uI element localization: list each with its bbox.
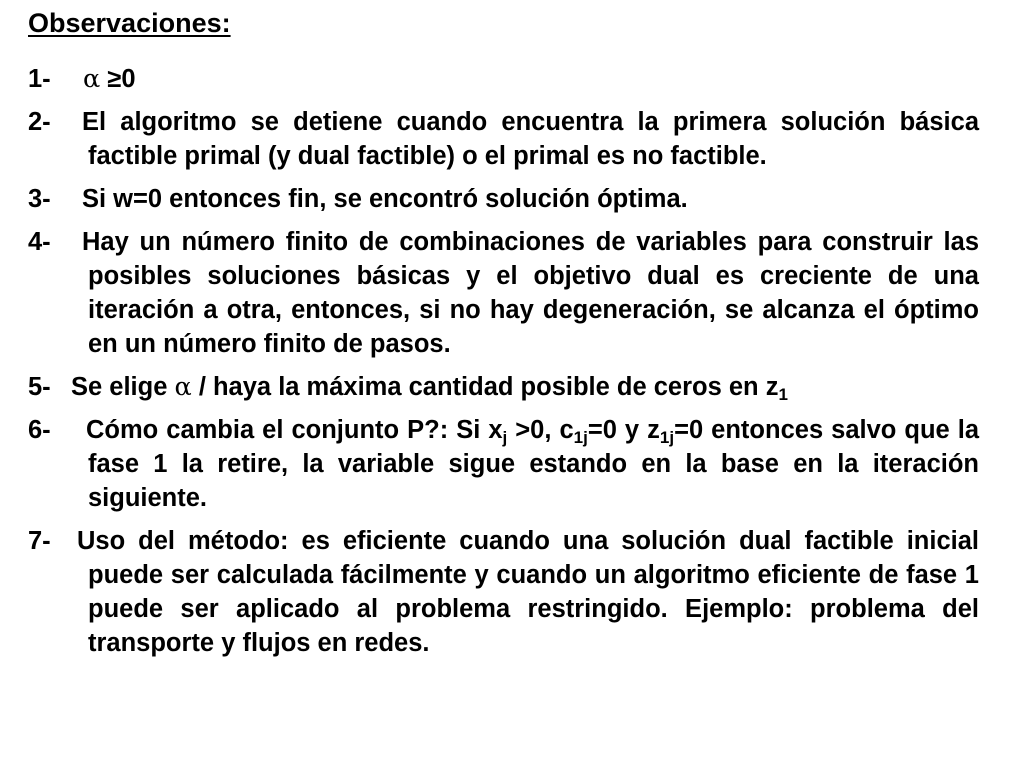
list-item-7	[28, 524, 979, 660]
item-text-part: >0, c	[507, 416, 574, 444]
item-text: Uso del método: es eficiente cuando una solución dual factible inicial puede ser calculada fácilmente y cuando un algoritmo eficiente de fase 1 puede ser aplicado al problema restringido. Ejemplo: problema del transporte y flujos en redes.	[77, 527, 979, 657]
item-number: 6-	[28, 416, 51, 444]
item-text-pre: Se elige	[71, 373, 168, 401]
item-text-part: Cómo cambia el conjunto P?: Si x	[86, 416, 503, 444]
item-number: 3-	[28, 185, 51, 213]
item-text-part: =0 entonces salvo que la fase 1 la retire, la variable sigue estando en la base en la iteración siguiente.	[88, 416, 979, 512]
list-item-3	[28, 182, 979, 216]
item-number: 1-	[28, 65, 51, 93]
list-item-5	[28, 370, 979, 404]
item-text-post: / haya la máxima cantidad posible de ceros en z	[198, 373, 779, 401]
item-number: 4-	[28, 228, 51, 256]
item-text: El algoritmo se detiene cuando encuentra la primera solución básica factible primal (y dual factible) o el primal es no factible.	[82, 108, 979, 170]
item-number: 7-	[28, 527, 51, 555]
subscript: 1	[778, 385, 788, 404]
slide-content	[28, 6, 979, 669]
item-text-part: =0 y z	[587, 416, 660, 444]
subscript: 1j	[573, 428, 588, 447]
list-item-6	[28, 413, 979, 515]
item-text: Hay un número finito de combinaciones de variables para construir las posibles soluciones básicas y el objetivo dual es creciente de una iteración a otra, entonces, si no hay degeneración, se alcanza el óptimo en un número finito de pasos.	[82, 228, 979, 358]
slide-title: Observaciones:	[28, 8, 231, 38]
subscript: 1j	[659, 428, 675, 447]
item-number: 2-	[28, 108, 51, 136]
item-text: Si w=0 entonces fin, se encontró solución óptima.	[82, 185, 688, 213]
item-number: 5-	[28, 373, 51, 401]
alpha-symbol: α	[83, 64, 101, 94]
item-text: ≥0	[107, 65, 136, 93]
list-item-2	[28, 105, 979, 173]
subscript: j	[502, 428, 508, 447]
alpha-symbol: α	[174, 372, 192, 402]
list-item-4	[28, 225, 979, 361]
list-item-1	[28, 62, 979, 96]
